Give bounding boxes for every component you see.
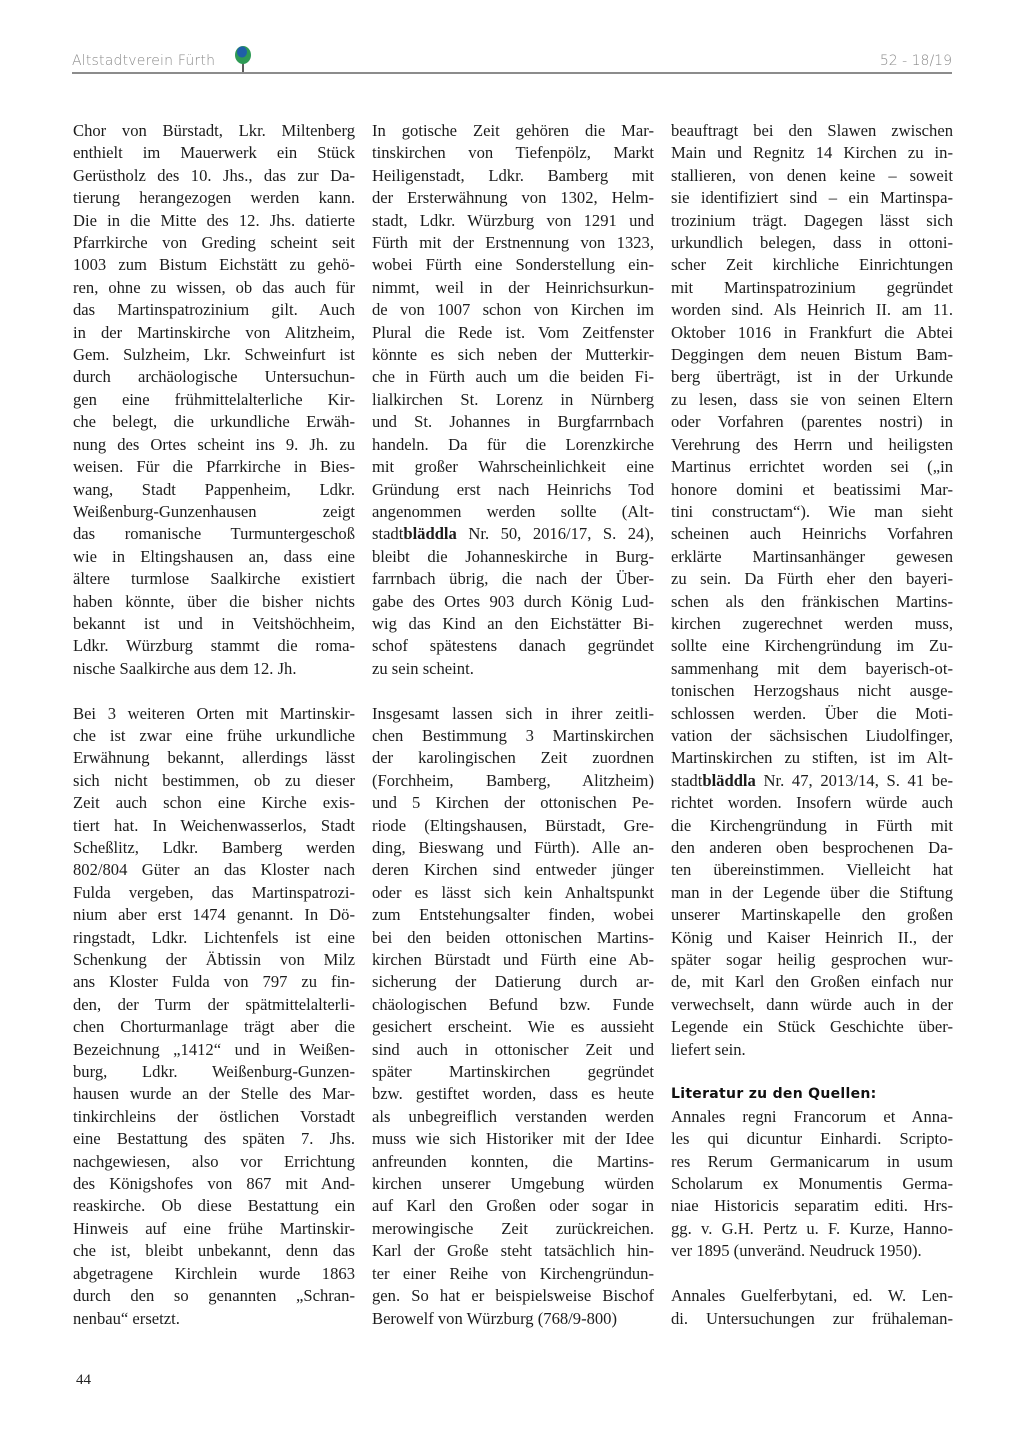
text-line: oder es lässt sich kein Anhaltspunkt: [372, 882, 654, 902]
text-line: ding, Bieswang und Fürth). Alle an-: [372, 837, 654, 857]
text-line: les qui dicuntur Einhardi. Scripto-: [671, 1129, 953, 1149]
text-line: niae Historicis separatim editi. Hrs-: [671, 1196, 953, 1216]
text-line: deren Kirchen sind entweder jünger: [372, 860, 654, 880]
text-line: der Ersterwähnung von 1302, Helm-: [372, 188, 654, 208]
text-line: worden sind. Als Heinrich II. am 11.: [671, 300, 953, 320]
text-line: später Martinskirchen gegründet: [372, 1062, 654, 1082]
text-line: tiert hat. In Weichenwasserlos, Stadt: [73, 815, 355, 835]
text-line: nenbau“ ersetzt.: [73, 1308, 180, 1328]
text-line: wig das Kind an den Eichstätter Bi-: [372, 613, 654, 633]
text-line: sollte eine Kirchengründung im Zu-: [671, 636, 953, 656]
paragraph: [73, 120, 355, 680]
text-line: Martinus errichtet worden sei („in: [671, 457, 953, 477]
text-line: kirchen Bürstadt und Fürth eine Ab-: [372, 950, 654, 970]
paragraph: [372, 120, 654, 680]
text-line: Ldkr. Würzburg stammt die roma-: [73, 636, 355, 656]
text-line: nachgewiesen, also vor Errichtung: [73, 1151, 355, 1171]
text-line: Chor von Bürstadt, Lkr. Miltenberg: [73, 121, 355, 140]
text-line: mit Martinspatrozinium gegründet: [671, 277, 953, 297]
text-line: wang, Stadt Pappenheim, Ldkr.: [73, 479, 355, 499]
text-line: Fürth mit der Erstnennung von 1323,: [372, 233, 654, 253]
text-line: bei den beiden ottonischen Martins-: [372, 927, 654, 947]
text-line: stadtbläddla Nr. 47, 2013/14, S. 41 be-: [671, 770, 953, 790]
text-line: tierung herangezogen werden kann.: [73, 188, 355, 208]
text-line: ringstadt, Ldkr. Lichtenfels ist eine: [73, 927, 355, 947]
text-line: Scholarum ex Monumentis Germa-: [671, 1174, 953, 1194]
text-line: gen eine frühmittelalterliche Kir-: [73, 389, 355, 409]
text-line: In gotische Zeit gehören die Mar-: [372, 121, 654, 140]
text-line: durch archäologische Untersuchun-: [73, 367, 355, 387]
text-line: den, der Turm der spätmittelalterli-: [73, 994, 355, 1014]
text-line: eine Bestattung des späten 7. Jhs.: [73, 1129, 355, 1149]
text-line: gabe des Ortes 903 durch König Lud-: [372, 591, 654, 611]
text-line: ver 1895 (unveränd. Neudruck 1950).: [671, 1241, 922, 1261]
text-line: ren, ohne zu wissen, ob das auch für: [73, 277, 355, 297]
text-line: Fulda vergeben, das Martinspatrozi-: [73, 882, 355, 902]
text-line: muss wie sich Historiker mit der Idee: [372, 1129, 654, 1149]
text-line: Insgesamt lassen sich in ihrer zeitli-: [372, 703, 654, 723]
text-line: scher Zeit kirchliche Einrichtungen: [671, 255, 953, 275]
text-line: anfreunden konnten, die Martins-: [372, 1151, 654, 1171]
column-3: [671, 120, 953, 1352]
text-line: scheinen auch Heinrichs Vorfahren: [671, 524, 953, 544]
text-line: (Forchheim, Bamberg, Alitzheim): [372, 770, 654, 790]
text-line: chen Bestimmung 3 Martinskirchen: [372, 725, 654, 745]
text-line: che ist zwar eine frühe urkundliche: [73, 725, 355, 745]
source-entry: [671, 1106, 953, 1263]
text-line: Main und Regnitz 14 Kirchen zu in-: [671, 143, 953, 163]
text-line: riode (Eltingshausen, Bürstadt, Gre-: [372, 815, 654, 835]
magazine-name-bold: bläddla: [403, 524, 457, 544]
text-line: sammenhang mit dem bayerisch-ot-: [671, 658, 953, 678]
text-line: als unbegreiflich verstanden werden: [372, 1106, 654, 1126]
text-line: Heiligenstadt, Ldkr. Bamberg mit: [372, 165, 654, 185]
text-line: Hinweis auf eine frühe Martinskir-: [73, 1218, 355, 1238]
column-2: [372, 120, 654, 1352]
text-line: reaskirche. Ob diese Bestattung ein: [73, 1196, 355, 1216]
header-rule: [72, 72, 952, 74]
text-line: das romanische Turmuntergeschoß: [73, 524, 355, 544]
text-line: verwechselt, dann würde auch in der: [671, 994, 953, 1014]
tree-icon: [232, 46, 254, 72]
paragraph: [671, 120, 953, 1061]
text-line: sie identifiziert sind – ein Martinspa-: [671, 188, 953, 208]
text-line: nium aber erst 1474 genannt. In Dö-: [73, 905, 355, 925]
text-line: stadt, Ldkr. Würzburg von 1291 und: [372, 210, 654, 230]
text-line: Verehrung des Herrn und heiligsten: [671, 434, 953, 454]
text-line: lialkirchen St. Lorenz in Nürnberg: [372, 389, 654, 409]
text-line: gg. v. G.H. Pertz u. F. Kurze, Hanno-: [671, 1218, 953, 1238]
text-line: Gem. Sulzheim, Lkr. Schweinfurt ist: [73, 345, 355, 365]
text-line: Karl der Große steht tatsächlich hin-: [372, 1241, 654, 1261]
text-line: Bei 3 weiteren Orten mit Martinskir-: [73, 703, 355, 723]
text-line: die Kirchengründung in Fürth mit: [671, 815, 953, 835]
text-line: Legende ein Stück Geschichte über-: [671, 1017, 953, 1037]
text-line: sind auch in ottonischer Zeit und: [372, 1039, 654, 1059]
text-line: könnte es sich neben der Mutterkir-: [372, 345, 654, 365]
text-line: sicherung der Datierung durch ar-: [372, 972, 654, 992]
running-header: [72, 50, 952, 74]
text-line: des Königshofes von 867 mit And-: [73, 1174, 355, 1194]
paragraph: [73, 703, 355, 1330]
text-line: der karolingischen Zeit zuordnen: [372, 748, 654, 768]
column-1: [73, 120, 355, 1352]
text-line: zum Entstehungsalter finden, wobei: [372, 905, 654, 925]
text-line: enthielt im Mauerwerk ein Stück: [73, 143, 355, 163]
text-line: ter einer Reihe von Kirchengründun-: [372, 1263, 654, 1283]
text-line: ältere turmlose Saalkirche existiert: [73, 569, 355, 589]
text-line: in der Martinskirche von Alitzheim,: [73, 322, 355, 342]
text-line: Martinskirchen zu stiften, ist im Alt-: [671, 748, 953, 768]
text-line: Weißenburg-Gunzenhausen zeigt: [73, 501, 355, 521]
text-line: das Martinspatrozinium gilt. Auch: [73, 300, 355, 320]
text-line: später sogar heilig gesprochen wur-: [671, 950, 953, 970]
text-line: schlossen werden. Über die Moti-: [671, 703, 953, 723]
text-line: mit großer Wahrscheinlichkeit eine: [372, 457, 654, 477]
text-line: Gründung erst nach Heinrichs Tod: [372, 479, 654, 499]
issue-number: 52 - 18/19: [879, 53, 952, 69]
text-line: Schenkung der Äbtissin von Milz: [73, 950, 355, 970]
text-line: ans Kloster Fulda von 797 zu fin-: [73, 972, 355, 992]
text-line: schof spätestens danach gegründet: [372, 636, 654, 656]
text-line: tinskirchen von Tiefenpölz, Markt: [372, 143, 654, 163]
publisher-name: Altstadtverein Fürth: [72, 53, 216, 69]
text-line: urkundlich belegen, dass in ottoni-: [671, 233, 953, 253]
text-line: Berowelf von Würzburg (768/9-800): [372, 1308, 618, 1328]
text-line: weisen. Für die Pfarrkirche in Bies-: [73, 457, 355, 477]
text-line: wobei Fürth eine Sonderstellung ein-: [372, 255, 654, 275]
text-line: stallieren, von denen keine – soweit: [671, 165, 953, 185]
text-line: haben könnte, über die bisher nichts: [73, 591, 355, 611]
text-line: chen Chorturmanlage trägt aber die: [73, 1017, 355, 1037]
sources-heading: Literatur zu den Quellen:: [671, 1086, 877, 1103]
text-line: berg überträgt, ist in der Urkunde: [671, 367, 953, 387]
text-line: Gerüstholz des 10. Jhs., das zur Da-: [73, 165, 355, 185]
text-line: kirchen zugerechnet werden muss,: [671, 613, 953, 633]
text-line: richtet worden. Insofern würde auch: [671, 793, 953, 813]
text-line: de, mit Karl den Großen einfach nur: [671, 972, 953, 992]
text-line: und 5 Kirchen der ottonischen Pe-: [372, 793, 654, 813]
text-line: angenommen werden sollte (Alt-: [372, 501, 654, 521]
text-line: zu sein. Da Fürth eher den bayeri-: [671, 569, 953, 589]
text-line: liefert sein.: [671, 1039, 746, 1059]
text-line: und St. Johannes in Burgfarrnbach: [372, 412, 654, 432]
text-line: nische Saalkirche aus dem 12. Jh.: [73, 658, 297, 678]
text-line: tini constructam“). Wie man sieht: [671, 501, 953, 521]
text-line: kirchen unserer Umgebung würden: [372, 1174, 654, 1194]
text-line: erklärte Martinsanhänger gewesen: [671, 546, 953, 566]
text-line: Scheßlitz, Ldkr. Bamberg werden: [73, 837, 355, 857]
text-line: bekannt ist und in Veitshöchheim,: [73, 613, 355, 633]
text-line: ten übereinstimmen. Vielleicht hat: [671, 860, 953, 880]
magazine-name-bold: bläddla: [702, 770, 756, 790]
text-line: che belegt, die urkundliche Erwäh-: [73, 412, 355, 432]
text-line: durch den so genannten „Schran-: [73, 1286, 355, 1306]
page-number: 44: [76, 1372, 91, 1388]
text-line: unserer Martinskapelle den großen: [671, 905, 953, 925]
text-line: farrnbach übrig, die nach der Über-: [372, 569, 654, 589]
text-line: Annales regni Francorum et Anna-: [671, 1106, 953, 1126]
text-line: nimmt, weil in der Heinrichsurkun-: [372, 277, 654, 297]
text-line: abgetragene Kirchlein wurde 1863: [73, 1263, 355, 1283]
source-entry: [671, 1285, 953, 1330]
text-line: Erwähnung bekannt, allerdings lässt: [73, 748, 355, 768]
text-line: Oktober 1016 in Frankfurt die Abtei: [671, 322, 953, 342]
text-line: gesichert erscheint. Wie es aussieht: [372, 1017, 654, 1037]
text-line: de von 1007 schon von Kirchen im: [372, 300, 654, 320]
text-line: Annales Guelferbytani, ed. W. Len-: [671, 1286, 953, 1306]
text-line: che ist, bleibt unbekannt, denn das: [73, 1241, 355, 1261]
text-line: merowingische Zeit zurückreichen.: [372, 1218, 654, 1238]
text-line: Zeit auch schon eine Kirche exis-: [73, 793, 355, 813]
text-line: nung des Ortes scheint ins 9. Jh. zu: [73, 434, 355, 454]
text-line: stadtbläddla Nr. 50, 2016/17, S. 24),: [372, 524, 654, 544]
text-line: man in der Legende über die Stiftung: [671, 882, 953, 902]
text-line: beauftragt bei den Slawen zwischen: [671, 121, 953, 140]
text-line: handeln. Da für die Lorenzkirche: [372, 434, 654, 454]
text-line: auf Karl den Großen oder sogar in: [372, 1196, 654, 1216]
text-line: Pfarrkirche von Greding scheint seit: [73, 233, 355, 253]
text-line: bzw. gestiftet worden, dass es heute: [372, 1084, 654, 1104]
text-line: schen als den fränkischen Martins-: [671, 591, 953, 611]
text-line: den anderen oben besprochenen Da-: [671, 838, 953, 857]
text-line: chäologischen Befund bzw. Funde: [372, 994, 654, 1014]
text-line: König und Kaiser Heinrich II., der: [671, 927, 953, 947]
text-line: sich nicht bestimmen, ob zu dieser: [73, 770, 355, 790]
text-line: di. Untersuchungen zur frühaleman-: [671, 1308, 953, 1328]
text-line: Deggingen dem neuen Bistum Bam-: [671, 345, 953, 365]
text-line: wie in Eltingshausen an, dass eine: [73, 546, 355, 566]
text-line: honore domini et beatissimi Mar-: [671, 479, 953, 499]
text-line: zu sein scheint.: [372, 658, 474, 678]
text-line: tinkirchleins der östlichen Vorstadt: [73, 1106, 355, 1126]
text-line: Plural die Rede ist. Vom Zeitfenster: [372, 322, 654, 342]
text-line: oder Vorfahren (parentes nostri) in: [671, 412, 953, 432]
text-line: 1003 zum Bistum Eichstätt zu gehö-: [73, 255, 355, 275]
text-line: vation der sächsischen Liudolfinger,: [671, 725, 953, 745]
text-line: Bezeichnung „1412“ und in Weißen-: [73, 1039, 355, 1059]
text-line: burg, Ldkr. Weißenburg-Gunzen-: [73, 1062, 355, 1082]
text-line: trozinium trägt. Dagegen lässt sich: [671, 210, 953, 230]
paragraph: [372, 703, 654, 1330]
text-line: Die in die Mitte des 12. Jhs. datierte: [73, 210, 355, 230]
text-line: zu lesen, dass sie von seinen Eltern: [671, 389, 953, 409]
text-line: res Rerum Germanicarum in usum: [671, 1151, 953, 1171]
text-line: 802/804 Güter an das Kloster nach: [73, 860, 355, 880]
text-line: tonischen Herzogshaus nicht ausge-: [671, 681, 953, 701]
text-line: gen. So hat er beispielsweise Bischof: [372, 1286, 654, 1306]
text-line: hausen wurde an der Stelle des Mar-: [73, 1084, 355, 1104]
text-line: bleibt die Johanneskirche in Burg-: [372, 546, 654, 566]
text-line: che in Fürth auch um die beiden Fi-: [372, 367, 654, 387]
